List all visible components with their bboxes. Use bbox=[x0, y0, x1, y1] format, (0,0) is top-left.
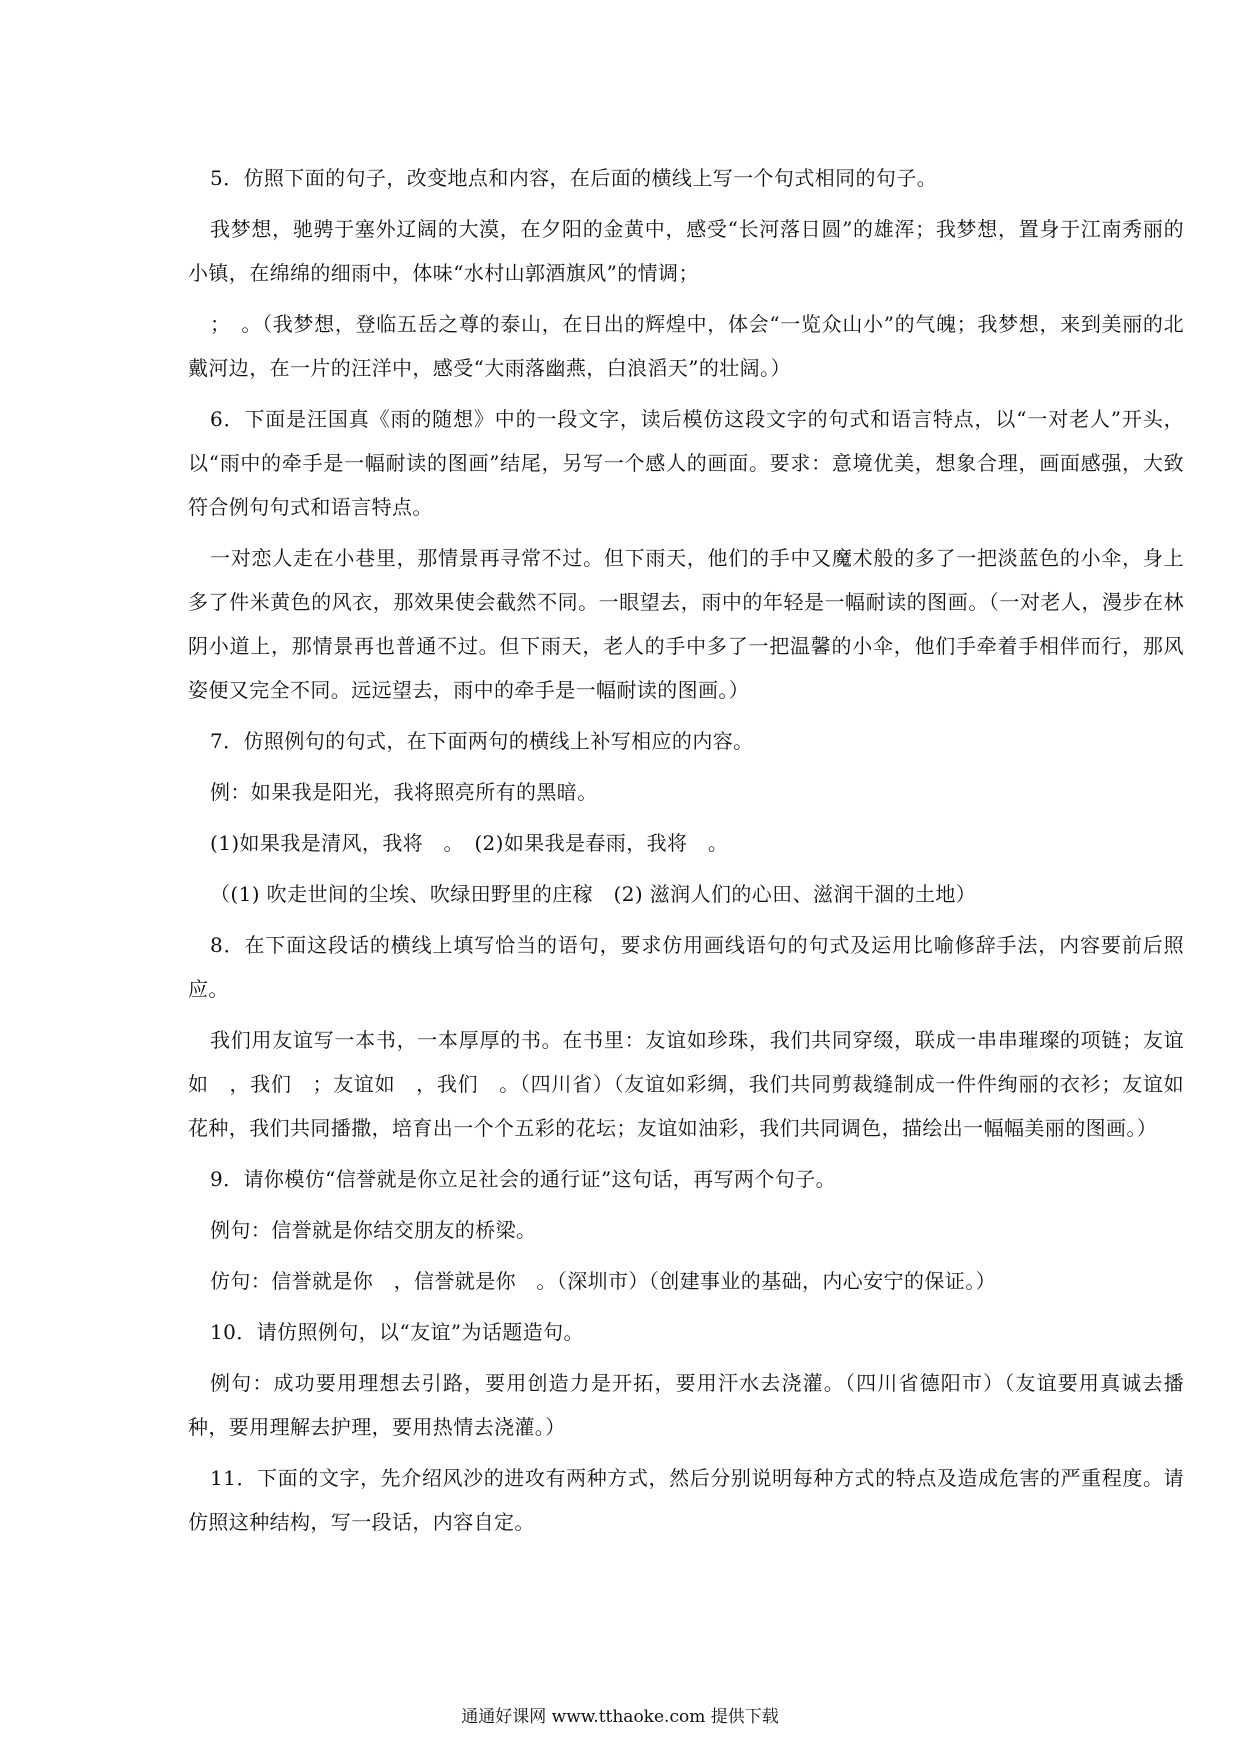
question-7-answer: （(1) 吹走世间的尘埃、吹绿田野里的庄稼 (2) 滋润人们的心田、滋润干涸的土地） bbox=[210, 882, 977, 906]
question-6-prompt: 6．下面是汪国真《雨的随想》中的一段文字，读后模仿这段文字的句式和语言特点，以“一对老人”开头，以“雨中的牵手是一幅耐读的图画”结尾，另写一个感人的画面。要求：意境优美，想象合理，画面感强，大致符合例句句式和语言特点。 bbox=[188, 407, 1184, 519]
document-body bbox=[188, 156, 1184, 1551]
question-8-prompt: 8．在下面这段话的横线上填写恰当的语句，要求仿用画线语句的句式及运用比喻修辞手法，内容要前后照应。 bbox=[188, 933, 1184, 1001]
question-9-imitation: 仿句：信誉就是你 ，信誉就是你 。（深圳市）（创建事业的基础，内心安宁的保证。） bbox=[210, 1269, 996, 1293]
question-8-passage: 我们用友谊写一本书，一本厚厚的书。在书里：友谊如珍珠，我们共同穿缀，联成一串串璀璨的项链；友谊如 ，我们 ；友谊如 ，我们 。（四川省）（友谊如彩绸，我们共同剪裁缝制成一件件绚丽的衣衫；友谊如花种，我们共同播撒，培育出一个个五彩的花坛；友谊如油彩，我们共同调色，描绘出一幅幅美丽的图画。） bbox=[188, 1028, 1184, 1140]
question-5-prompt: 5．仿照下面的句子，改变地点和内容，在后面的横线上写一个句式相同的句子。 bbox=[210, 166, 938, 190]
question-11-prompt: 11．下面的文字，先介绍风沙的进攻有两种方式，然后分别说明每种方式的特点及造成危害的严重程度。请仿照这种结构，写一段话，内容自定。 bbox=[188, 1466, 1184, 1534]
question-5-answer: ； 。（我梦想，登临五岳之尊的泰山，在日出的辉煌中，体会“一览众山小”的气魄；我梦想，来到美丽的北戴河边，在一片的汪洋中，感受“大雨落幽燕，白浪滔天”的壮阔。） bbox=[188, 312, 1184, 380]
question-10-prompt: 10．请仿照例句，以“友谊”为话题造句。 bbox=[210, 1320, 584, 1344]
question-6-passage: 一对恋人走在小巷里，那情景再寻常不过。但下雨天，他们的手中又魔术般的多了一把淡蓝色的小伞，身上多了件米黄色的风衣，那效果使会截然不同。一眼望去，雨中的年轻是一幅耐读的图画。（一对老人，漫步在林阴小道上，那情景再也普通不过。但下雨天，老人的手中多了一把温馨的小伞，他们手牵着手相伴而行，那风姿便又完全不同。远远望去，雨中的牵手是一幅耐读的图画。） bbox=[188, 546, 1184, 702]
question-9-example: 例句：信誉就是你结交朋友的桥梁。 bbox=[210, 1218, 537, 1242]
question-5-example: 我梦想，驰骋于塞外辽阔的大漠，在夕阳的金黄中，感受“长河落日圆”的雄浑；我梦想，置身于江南秀丽的小镇，在绵绵的细雨中，体味“水村山郭酒旗风”的情调； bbox=[188, 217, 1184, 285]
question-7-prompt: 7．仿照例句的句式，在下面两句的横线上补写相应的内容。 bbox=[210, 729, 754, 753]
page-footer: 通通好课网 www.tthaoke.com 提供下载 bbox=[461, 1707, 779, 1727]
question-7-blanks: (1)如果我是清风，我将 。 (2)如果我是春雨，我将 。 bbox=[210, 831, 729, 855]
question-10-example: 例句：成功要用理想去引路，要用创造力是开拓，要用汗水去浇灌。（四川省德阳市）（友谊要用真诚去播种，要用理解去护理，要用热情去浇灌。） bbox=[188, 1371, 1184, 1439]
question-7-example: 例：如果我是阳光，我将照亮所有的黑暗。 bbox=[210, 780, 598, 804]
question-9-prompt: 9．请你模仿“信誉就是你立足社会的通行证”这句话，再写两个句子。 bbox=[210, 1167, 836, 1191]
